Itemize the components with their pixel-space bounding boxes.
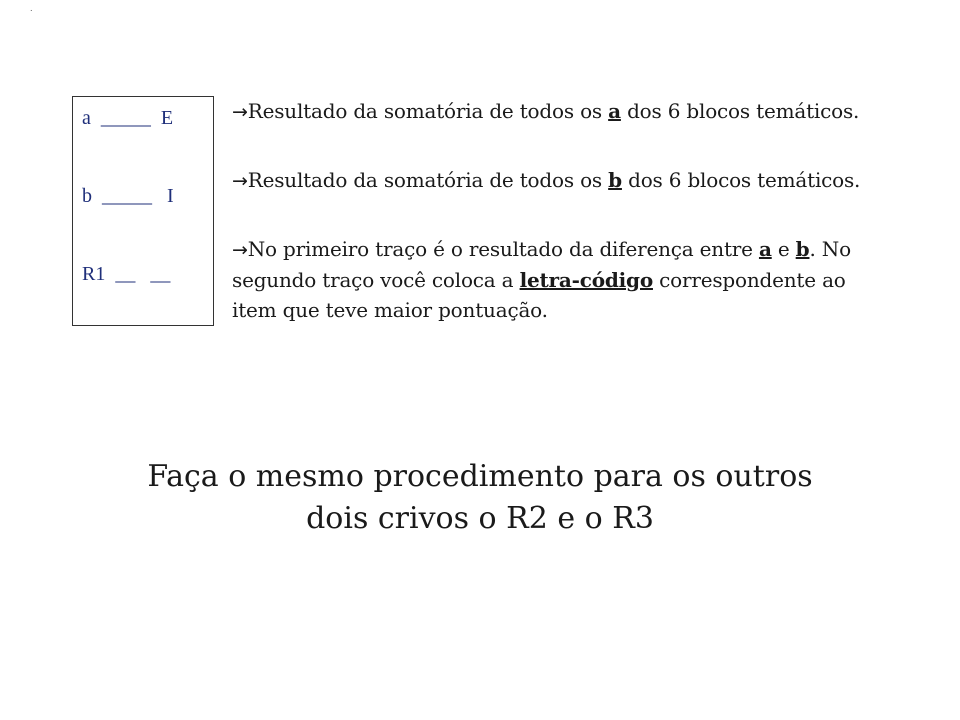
instruction-text: dos 6 blocos temáticos.	[621, 168, 861, 192]
instruction-text: e	[771, 237, 796, 261]
instruction-text: Resultado da somatória de todos os	[247, 99, 609, 123]
code-row-r1: R1 __ __	[82, 263, 171, 285]
key-letter-a: a	[758, 237, 772, 261]
instruction-text: No primeiro traço é o resultado da diferença entre	[247, 237, 759, 261]
instruction-text: Resultado da somatória de todos os	[247, 168, 609, 192]
code-row-a: a _____ E	[82, 107, 174, 129]
instruction-r1	[232, 234, 872, 325]
instruction-text: dos 6 blocos temáticos.	[620, 99, 860, 123]
instruction-text: correspondente ao item que teve maior pontuação.	[232, 268, 846, 322]
instruction-b	[232, 165, 872, 196]
key-letter-a: a	[608, 99, 621, 123]
instruction-a	[232, 96, 872, 127]
code-row-b: b _____ I	[82, 185, 174, 207]
closing-statement	[0, 456, 960, 540]
arrow-right-icon: →	[232, 101, 248, 123]
key-letter-code: letra-código	[519, 268, 653, 292]
key-letter-b: b	[795, 237, 810, 261]
instructions	[232, 96, 872, 325]
corner-mark: .	[30, 4, 33, 13]
closing-line-2: dois crivos o R2 e o R3	[306, 501, 654, 536]
arrow-right-icon: →	[232, 170, 248, 192]
key-letter-b: b	[608, 168, 622, 192]
arrow-right-icon: →	[232, 239, 248, 261]
code-box	[72, 96, 214, 326]
closing-line-1: Faça o mesmo procedimento para os outros	[147, 459, 813, 494]
instruction-text: . No segundo traço você coloca a	[232, 237, 851, 292]
